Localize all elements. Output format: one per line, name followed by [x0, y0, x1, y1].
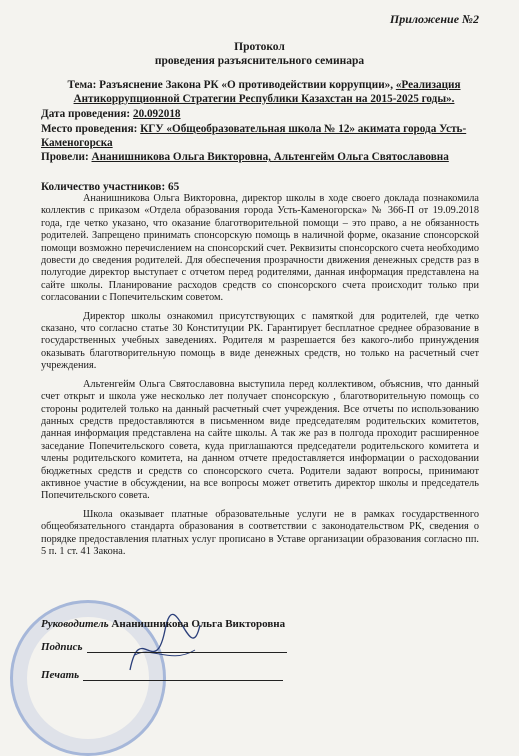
stamp-line — [83, 670, 283, 681]
topic-underlined: «Реализация Антикоррупционной Стратегии Республики Казахстан на 2015-2025 годы». — [73, 79, 461, 105]
title-line-2: проведения разъяснительного семинара — [154, 55, 365, 67]
paragraph: Ананишникова Ольга Викторовна, директор школы в ходе своего доклада познакомила коллектив с приказом «Отдела образования города Усть-Каменогорска» № 366-П от 19.09.2018 года, где четко указано, что оказание благотворительной помощи – это право, а не обязанность родителей. Запрещено принимать спонсорскую помощь в наличной форме, оказание спонсорской помощи возможно перечислением на спонсорский счет. Реквизиты спонсорского счета необходимо довести до сведения родителей. Для обеспечения прозрачности движения денежных средств раз в полугодие директор выступает с отчетом перед родителями, данная информация представлена на сайте школы. Планирование расходов средств со спонсорского счета происходит только при согласовании с Попечительским советом. — [41, 193, 479, 304]
place-label: Место проведения: — [41, 123, 141, 135]
head-name: Ананишникова Ольга Викторовна — [111, 618, 286, 630]
head-signature-row — [41, 618, 285, 630]
stamp-row — [41, 669, 283, 681]
paragraph: Школа оказывает платные образовательные услуги не в рамках государственного общеобязательного стандарта образования в соответствии с законодательством РК, сведения о порядке предоставления платных услуг прописано в Уставе организации образования согласно пп. 5 п. 1 ст. 41 Закона. — [41, 508, 479, 557]
topic — [58, 79, 470, 106]
appendix-label: Приложение №2 — [389, 12, 479, 26]
place-value: КГУ «Общеобразовательная школа № 12» акимата города Усть-Каменогорска — [41, 123, 467, 149]
signature-label: Подпись — [41, 641, 83, 653]
place-field — [41, 122, 481, 150]
date-field — [41, 107, 181, 121]
date-label: Дата проведения: — [41, 108, 133, 120]
paragraph: Альтенгейм Ольга Святославовна выступила перед коллективом, объяснив, что данный счет открыт и школа уже несколько лет получает спонсорскую , благотворительную помощь со стороны родителей только на данный расчетный счет учреждения. Все отчеты по использованию данных средств предоставляются в письменном виде председателям родительских комитетов, данная информация представлена на сайте школы. А так же раз в полгода проходит расширенное заседание Попечительского совета, куда приглашаются председатели родительского комитета и члены родительского комитета, на данном отчете предоставляется информации о расходовании бюджетных средств и средств со спонсорского счета. Родители задают вопросы, принимают активное участие в обсуждении, на все вопросы может ответить директор школы и председатель Попечительского совета. — [41, 378, 479, 502]
document-body — [41, 193, 479, 564]
document-title — [0, 40, 519, 68]
leaders-value: Ананишникова Ольга Викторовна, Альтенгейм Ольга Святославовна — [91, 151, 449, 163]
topic-prefix: Тема: Разъяснение Закона РК «О противодействии коррупции», — [67, 79, 396, 91]
date-value: 20.092018 — [132, 108, 181, 120]
title-line-1: Протокол — [234, 41, 285, 53]
head-label: Руководитель — [41, 618, 109, 630]
leaders-label: Провели: — [41, 151, 92, 163]
signature-line — [87, 642, 287, 653]
count-value: 65 — [167, 181, 180, 193]
signature-row — [41, 641, 287, 653]
participants-count — [41, 180, 179, 194]
paragraph: Директор школы ознакомил присутствующих с памяткой для родителей, где четко сказано, что согласно статье 30 Конституции РК. Гарантирует бесплатное среднее образование в государственных учебных заведениях. Родителя м разрешается без какого-либо принуждения оказывать благотворительную помощь в виде денежных средств, но только на расчетный счет учреждения. — [41, 310, 479, 372]
count-label: Количество участников: — [41, 181, 168, 193]
leaders-field — [41, 150, 481, 164]
stamp-label: Печать — [41, 669, 80, 681]
